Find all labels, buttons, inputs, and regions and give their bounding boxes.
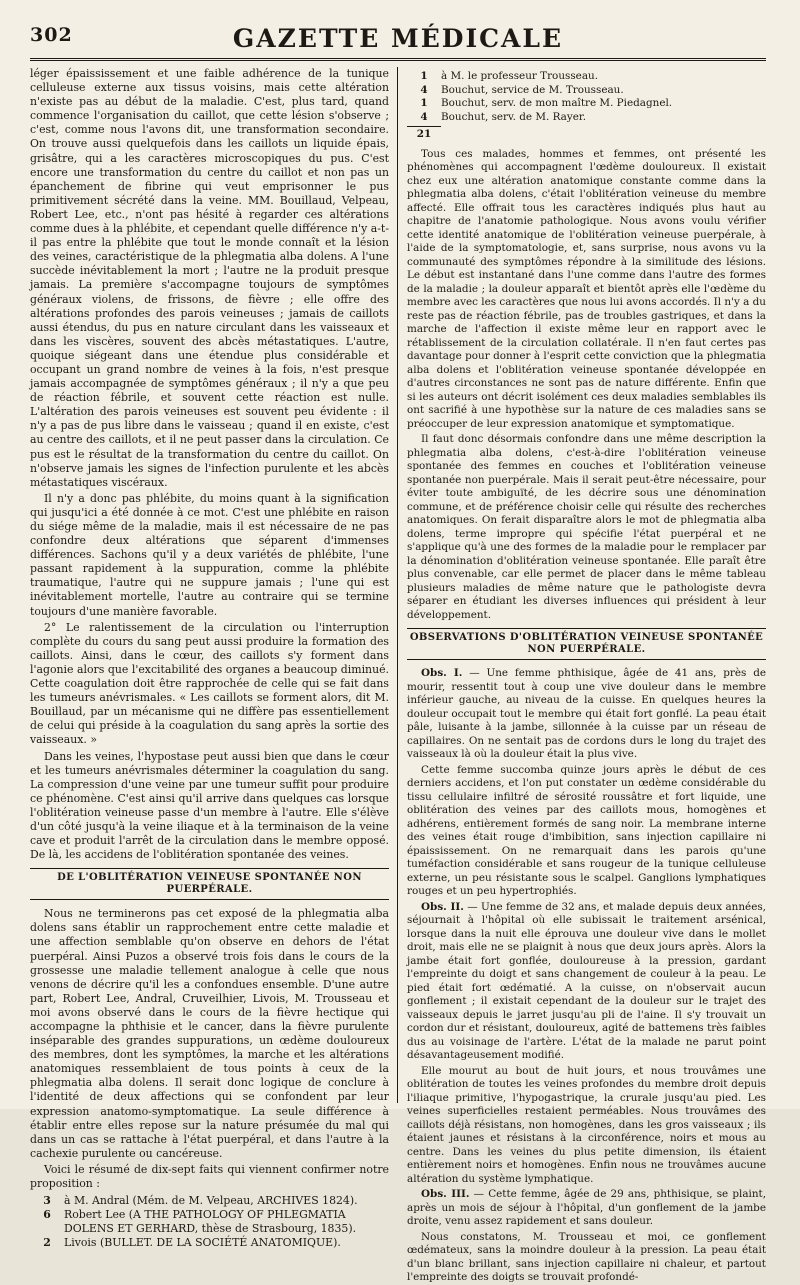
- case-total-row: [407, 126, 766, 142]
- body-paragraph: Il n'y a donc pas phlébite, du moins quant à la signification qui jusqu'ici a été donnée à ce mot. C'est une phlébite en raison du siége même de la maladie, mais il est nécessaire de ne pas confondre deux altérations que séparent d'immenses différences. Sachons qu'il y a deux variétés de phlébite, l'une passant rapidement à la suppuration, comme la phlébite traumatique, l'autre qui ne suppure jamais ; l'une qui est inévitablement mortelle, l'autre au contraire qui se termine toujours d'une manière favorable.: [30, 491, 389, 618]
- case-count: 3: [43, 1194, 51, 1208]
- observation-label: Obs. II.: [421, 900, 464, 913]
- case-count: 4: [420, 83, 428, 96]
- page-number: 302: [30, 24, 73, 46]
- observation-paragraph: [407, 1188, 766, 1229]
- case-source: à M. Andral (Mém. de M. Velpeau, ARCHIVES 1824).: [64, 1194, 358, 1208]
- case-total: 21: [407, 126, 441, 142]
- observation-paragraph: Elle mourut au bout de huit jours, et nous trouvâmes une oblitération de toutes les veines profondes du membre droit depuis l'iliaque primitive, l'hypogastrique, la crurale jusqu'au pied. Les veines superficielles restaient perméables. Nous trouvâmes des caillots déjà résistans, non homogènes, dans les gros vaisseaux ; ils étaient jaunes et résistans à la circonférence, noirs et mous au centre. Dans les veines du plus petite dimension, ils étaient entièrement noirs et homogènes. Enfin nous ne trouvâmes aucune altération du système lymphatique.: [407, 1064, 766, 1185]
- observation-label: Obs. III.: [421, 1188, 470, 1200]
- case-count: 1: [420, 70, 428, 82]
- left-column: [30, 67, 397, 1250]
- body-paragraph: Il faut donc désormais confondre dans une même description la phlegmatia alba dolens, c'est-à-dire l'oblitération veineuse spontanée des femmes en couches et l'oblitération veineuse spontanée non puerpérale. Mais il serait peut-être nécessaire, pour éviter toute ambiguïté, de les décrire sous une dénomination commune, et de préférence choisir celle qui résulte des recherches anatomiques. On ferait disparaître alors le mot de phlegmatia alba dolens, terme impropre qui spécifie l'état puerpéral et ne s'applique qu'à une des formes de la maladie pour le remplacer par la dénomination d'oblitération veineuse spontanée. Elle paraît être plus convenable, car elle permet de placer dans le même tableau plusieurs maladies de même nature que le pathologiste devra séparer en étudiant les diverses influences qui président à leur développement.: [407, 433, 766, 621]
- case-source: Bouchut, serv. de M. Rayer.: [441, 110, 587, 123]
- section-heading: DE L'OBLITÉRATION VEINEUSE SPONTANÉE NON PUERPÉRALE.: [30, 868, 389, 900]
- case-count-row: [30, 1236, 389, 1250]
- case-count-list: [30, 1194, 389, 1250]
- observation-label: Obs. I.: [421, 667, 463, 679]
- section-heading: OBSERVATIONS D'OBLITÉRATION VEINEUSE SPONTANÉE NON PUERPÉRALE.: [407, 628, 766, 660]
- observation-text: — Une femme de 32 ans, et malade depuis deux années, séjournait à l'hôpital où elle subissait le traitement arsénical, lorsque dans la nuit elle éprouva une douleur vive dans le mollet droit, mais elle ne se plaignit à nous que deux jours après. Alors la jambe était fort gonflée, douloureuse à la pression, gardant l'empreinte du doigt et sans changement de couleur à la peau. Le pied était fort œdématié. A la cuisse, on n'observait aucun gonflement ; il existait cependant de la douleur sur le trajet des vaisseaux depuis le jarret jusqu'au pli de l'aine. Il s'y trouvait un cordon dur et résistant, douloureux, agité de battemens très faibles dus au voisinage de l'artère. L'état de la malade ne parut point désavantageusement modifié.: [407, 900, 766, 1061]
- case-source: Livois (BULLET. DE LA SOCIÉTÉ ANATOMIQUE).: [64, 1236, 341, 1250]
- observation-paragraph: [407, 667, 766, 762]
- case-count: 1: [420, 97, 428, 109]
- case-source: Robert Lee (A THE PATHOLOGY OF PHLEGMATIA DOLENS ET GERHARD, thèse de Strasbourg, 1835).: [64, 1208, 357, 1236]
- right-column: [397, 67, 767, 1283]
- observation-paragraph: Cette femme succomba quinze jours après le début de ces derniers accidens, et l'on put constater un œdème considérable du tissu cellulaire infiltré de sérosité roussâtre et fort liquide, une oblitération des veines par des caillots mous, homogènes et adhérens, entièrement formés de sang noir. La membrane interne des veines était rouge d'imbibition, sans injection capillaire ni épaississement. On ne remarquait dans les parois qu'une tuméfaction considérable et sans rougeur de la tunique celluleuse externe, un peu résistante sous le scalpel. Ganglions lymphatiques rouges et un peu hypertrophiés.: [407, 763, 766, 897]
- case-count-row: [30, 1208, 389, 1236]
- case-count-list: [407, 70, 766, 124]
- text-columns: [30, 67, 767, 1283]
- body-paragraph: léger épaississement et une faible adhérence de la tunique celluleuse externe aux tissus voisins, mais cette altération n'existe pas au début de la maladie. C'est, plus tard, quand commence l'organisation du caillot, que cette lésion s'observe ; c'est, comme nous l'avons dit, une transformation secondaire. On trouve aussi quelquefois dans les caillots un liquide épais, grisâtre, qui a les caractères microscopiques du pus. C'est encore une transformation du centre du caillot et non pas un épanchement de fibrine qui veut emprisonner le pus primitivement sécrété dans la veine. MM. Bouillaud, Velpeau, Robert Lee, etc., n'ont pas hésité à regarder ces altérations comme dues à la phlébite, et cependant quelle différence n'y a-t-il pas entre la phlébite que tout le monde connaît et la lésion des veines, caractéristique de la phlegmatia alba dolens. A l'une succède inévitablement la mort ; l'autre ne la produit presque jamais. La première s'accompagne toujours de symptômes généraux violens, de frissons, de fièvre ; elle offre des altérations profondes des parois veineuses ; jamais de caillots aussi étendus, du pus en nature circulant dans les vaisseaux et dans les viscères, souvent des abcès métastatiques. L'autre, quoique siégeant dans une étendue plus considérable et occupant un grand nombre de veines à la fois, n'est presque jamais accompagnée de symptômes généraux ; il n'y a que peu de réaction fébrile, et souvent cette réaction est nulle. L'altération des parois veineuses est souvent peu évidente : il n'y a pas de pus libre dans le vaisseau ; quand il en existe, c'est au centre des caillots, et il ne peut passer dans la circulation. Ce pus est le résultat de la transformation du centre du caillot. On n'observe jamais les signes de l'infection purulente et les abcès métastatiques viscéraux.: [30, 67, 389, 489]
- observation-text: — Cette femme, âgée de 29 ans, phthisique, se plaint, après un mois de séjour à l'hôpital, d'un gonflement de la jambe droite, venu assez rapidement et sans douleur.: [407, 1188, 767, 1227]
- body-paragraph: 2° Le ralentissement de la circulation ou l'interruption complète du cours du sang peut aussi produire la formation des caillots. Ainsi, dans le cœur, des caillots s'y forment dans l'agonie alors que l'excitabilité des organes a beaucoup diminué. Cette coagulation doit être rapprochée de celle qui se fait dans les tumeurs anévrismales. « Les caillots se forment alors, dit M. Bouillaud, par un mécanisme qui ne diffère pas essentiellement de celui qui préside à la coagulation du sang après la sortie des vaisseaux. »: [30, 620, 389, 747]
- page-header: [30, 22, 766, 61]
- case-source: Bouchut, serv. de mon maître M. Piedagnel.: [441, 97, 673, 109]
- observation-paragraph: Nous constatons, M. Trousseau et moi, ce gonflement œdémateux, sans la moindre douleur à la pression. La peau était d'un blanc brillant, sans injection capillaire ni chaleur, et partout l'empreinte des doigts se trouvait profondé-: [407, 1230, 766, 1283]
- case-count-row: [407, 70, 766, 84]
- journal-title: GAZETTE MÉDICALE: [232, 24, 564, 53]
- case-count: 6: [43, 1208, 51, 1222]
- case-count: 2: [43, 1236, 51, 1250]
- observation-paragraph: [407, 901, 766, 1063]
- body-paragraph: Voici le résumé de dix-sept faits qui viennent confirmer notre proposition :: [30, 1162, 389, 1191]
- body-paragraph: Dans les veines, l'hypostase peut aussi bien que dans le cœur et les tumeurs anévrismales déterminer la coagulation du sang. La compression d'une veine par une tumeur suffit pour produire ce phénomène. C'est ainsi qu'il arrive dans quelques cas lorsque l'oblitération veineuse passe d'un membre à l'autre. Elle s'élève d'un côté jusqu'à la veine iliaque et à la terminaison de la veine cave et produit l'arrêt de la circulation dans le membre opposé. De là, les accidens de l'oblitération spontanée des veines.: [30, 749, 389, 862]
- case-source: Bouchut, service de M. Trousseau.: [441, 83, 624, 96]
- body-paragraph: Tous ces malades, hommes et femmes, ont présenté les phénomènes qui accompagnent l'œdème douloureux. Il existait chez eux une altération anatomique constante comme dans la phlegmatia alba dolens, c'était l'oblitération veineuse du membre affecté. Elle offrait tous les caractères indiqués plus haut au chapitre de l'anatomie pathologique. Nous avons voulu vérifier cette identité anatomique de l'oblitération veineuse puerpérale, à l'aide de la symptomatologie, et, sans surprise, nous avons vu la communauté des symptômes répondre à la similitude des lésions. Le début est instantané dans l'une comme dans l'autre des formes de la maladie ; la douleur apparaît et bientôt après elle l'œdème du membre avec les caractères que nous lui avons accordés. Il n'y a du reste pas de réaction fébrile, pas de troubles gastriques, et dans la marche de l'affection il existe même leur en rapport avec le rétablissement de la circulation collatérale. Il n'en faut certes pas davantage pour donner à l'esprit cette conviction que la phlegmatia alba dolens et l'oblitération veineuse spontanée développée en d'autres circonstances ne sont pas de nature différente. Enfin que si les auteurs ont décrit isolément ces deux maladies semblables ils ont sacrifié à une hypothèse sur la nature de ces maladies sans se préoccuper de leur expression anatomique et symptomatique.: [407, 147, 766, 430]
- case-count: 4: [420, 110, 428, 123]
- case-source: à M. le professeur Trousseau.: [441, 70, 599, 82]
- body-paragraph: Nous ne terminerons pas cet exposé de la phlegmatia alba dolens sans établir un rapprochement entre cette maladie et une affection semblable qu'on observe en dehors de l'état puerpéral. Ainsi Puzos a observé trois fois dans le cours de la grossesse une maladie tellement analogue à celle que nous venons de décrire qu'il les a confondues ensemble. D'une autre part, Robert Lee, Andral, Cruveilhier, Livois, M. Trousseau et moi avons observé dans le cours de la fièvre hectique qui accompagne la phthisie et le cancer, dans la fièvre purulente inséparable des grandes suppurations, un œdème douloureux des membres, dont les symptômes, la marche et les altérations anatomiques ressemblaient de tous points à ceux de la phlegmatia alba dolens. Il serait donc logique de conclure à l'identité de deux affections qui se confondent par leur expression anatomo-symptomatique. La seule différence à établir entre elles repose sur la nature présumée du mal qui dans un cas se rattache à l'état puerpéral, et dans l'autre à la cachexie purulente ou cancéreuse.: [30, 907, 389, 1160]
- case-count-row: [407, 97, 766, 111]
- case-count-row: [407, 111, 766, 125]
- observation-text: — Une femme phthisique, âgée de 41 ans, près de mourir, ressentit tout à coup une vive douleur dans le membre inférieur gauche, au niveau de la cuisse. En quelques heures la douleur occupait tout le membre qui était fort gonflé. La peau était pâle, luisante à la jambe, sillonnée à la cuisse par un réseau de capillaires. On ne sentait pas de cordons durs le long du trajet des vaisseaux là où la douleur était la plus vive.: [407, 667, 767, 760]
- case-count-row: [407, 84, 766, 98]
- case-count-row: [30, 1194, 389, 1208]
